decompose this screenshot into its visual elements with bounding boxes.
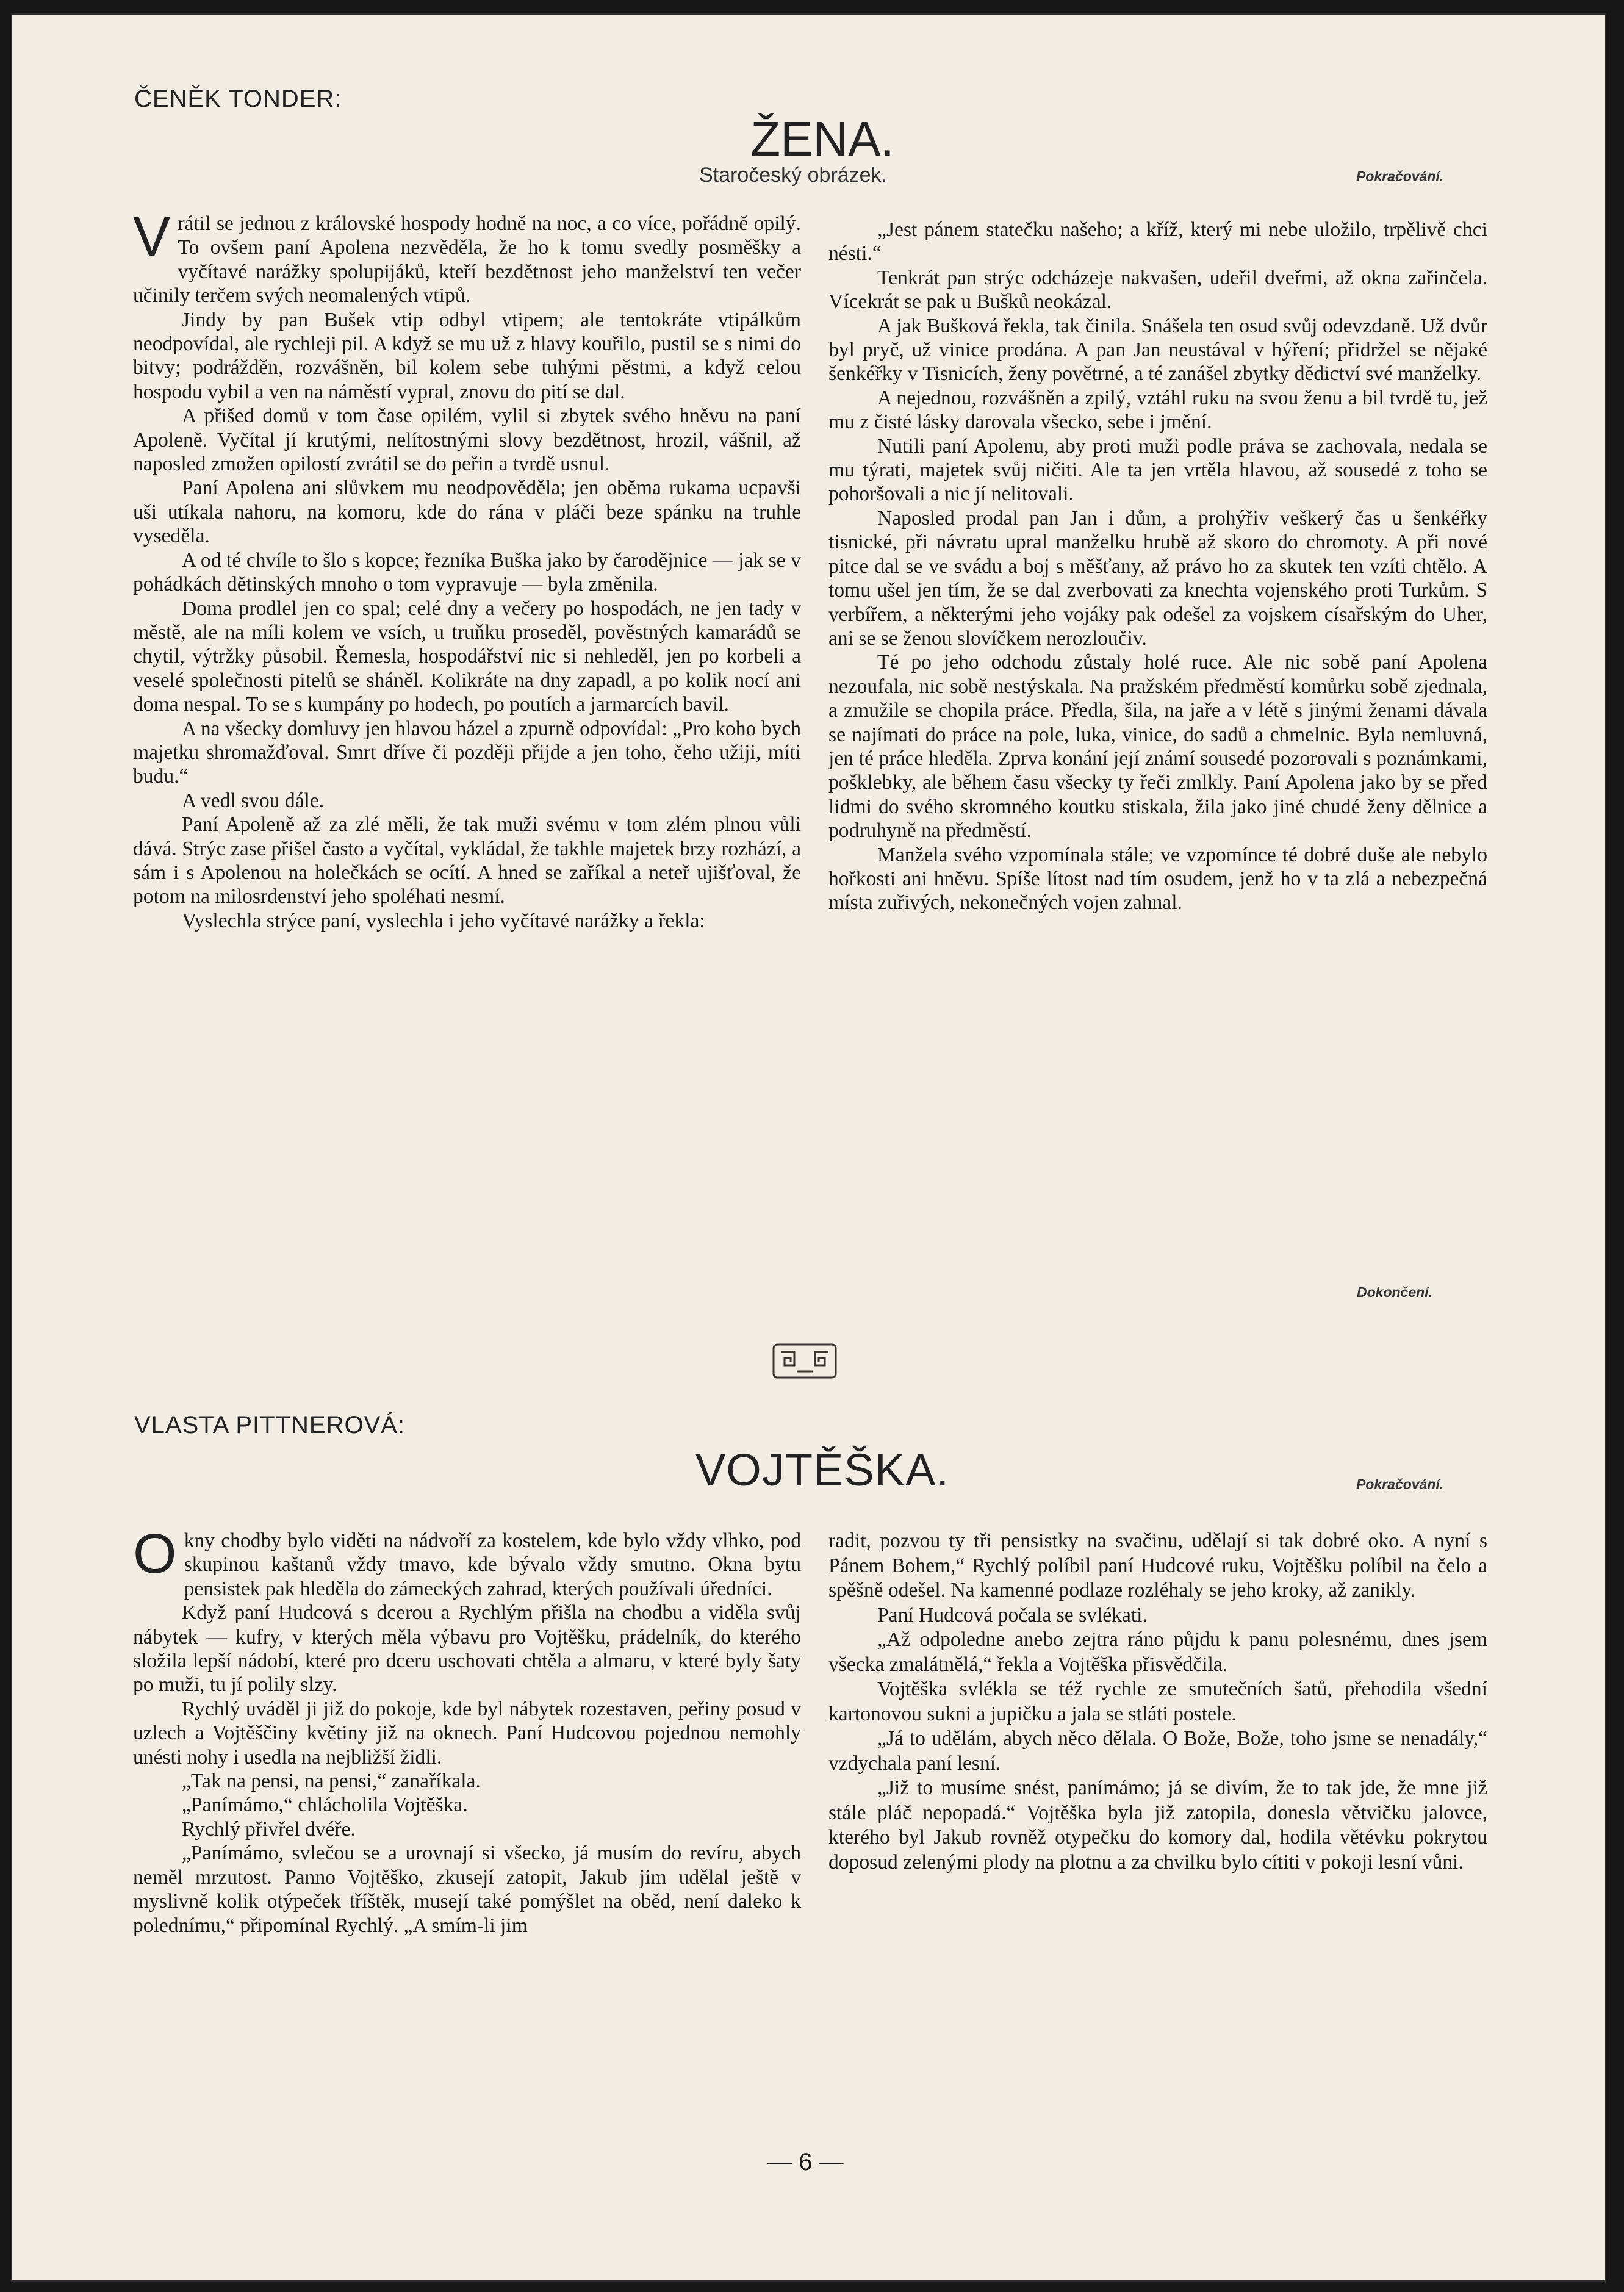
magazine-page: [11, 13, 1606, 2282]
paragraph: A přišed domů v tom čase opilém, vylil si zbytek svého hněvu na paní Apoleně. Vyčítal jí krutými, nelítostnými slovy bezdětnost, hrozil, vášnil, až naposled zmožen opilostí zvrátil se do peřin a tvrdě usnul.: [133, 404, 801, 476]
story1-concluded-note: Dokončení.: [1357, 1284, 1432, 1300]
paragraph: „Panímámo, svlečou se a urovnají si všecko, já musím do revíru, abych neměl mrzutost. Panno Vojtěško, zkusejí zatopit, Jakub jim udělal ještě v myslivně kolik otýpeček tříštěk, musejí také pomýšlet na oběd, není daleko k polednímu,“ připomínal Rychlý. „A smím-li jim: [133, 1842, 801, 1937]
paragraph: „Jest pánem statečku našeho; a kříž, který mi nebe uložilo, trpělivě chci nésti.“: [828, 218, 1487, 265]
drop-cap: O: [133, 1523, 177, 1585]
paragraph: Doma prodlel jen co spal; celé dny a večery po hospodách, ne jen tady v městě, ale na míli kolem ve vsích, u truňku proseděl, pověstných kamarádů se chytil, výtržky působil. Řemesla, hospodářství nic si nehleděl, jen po korbeli a veselé společnosti pitelů se sháněl. Kolikráte na dny zapadl, a po kolik nocí ani doma nespal. To se s kumpány po hodech, po poutích a jarmarcích bavil.: [133, 597, 801, 716]
paragraph: A od té chvíle to šlo s kopce; řezníka Buška jako by čarodějnice — jak se v pohádkách dětinských mnoho o tom vypravuje — byla změnila.: [133, 548, 801, 596]
story2-title: VOJTĚŠKA.: [695, 1445, 950, 1495]
paragraph: A vedl svou dále.: [182, 789, 325, 812]
paragraph: Té po jeho odchodu zůstaly holé ruce. Ale nic sobě paní Apolena nezoufala, nic sobě nestýskala. Na pražském předměstí komůrku sobě zjednala, a zmužile se chopila práce. Předla, šila, na jaře a v létě s jinými ženami dávala se najímati do práce na pole, luka, vinice, do sadů a chmelnic. Byla nemluvná, jen té práce hleděla. Zprva konání její známí sousedé pozorovali s poznámkami, pošklebky, ale během času všecky ty řeči zmlkly. Paní Apolena jako by se před lidmi do svého skromného koutku stiskala, žila jako jiné chudé ženy dělnice a podruhyně na předměstí.: [828, 651, 1487, 842]
paragraph: Naposled prodal pan Jan i dům, a prohýřiv veškerý čas u šenkéřky tisnické, při návratu upral manželku hrubě až skoro do chromoty. A při nové pitce dal se ve svádu a boj s měšťany, až právo ho za skutek ten vzíti chtělo. A tomu ušel jen tím, že se dal zverbovati za knechta vojenského proti Turkům. S verbířem, a některými jeho vojáky pak odešel za vojskem císařským do Uher, ani se se ženou slovíčkem nerozloučiv.: [828, 506, 1487, 650]
story1-left-column: [133, 206, 801, 933]
story1-subtitle: Staročeský obrázek.: [699, 163, 888, 187]
paragraph: A nejednou, rozvášněn a zpilý, vztáhl ruku na svou ženu a bil tvrdě tu, jež mu z čisté lásky darovala všecko, sebe i jmění.: [828, 386, 1487, 434]
story1-author: ČENĚK TONDER:: [134, 85, 342, 112]
paragraph: Rychlý přivřel dvéře.: [182, 1817, 356, 1841]
paragraph: Vrátil se jednou z královské hospody hodně na noc, a co více, pořádně opilý. To ovšem paní Apolena nezvěděla, že ho k tomu svedly posměšky a vyčítavé narážky spolupijáků, kteří bezdětnost jeho manželství ten večer učinily terčem svých neomalených vtipů.: [133, 206, 801, 307]
paragraph: A jak Bušková řekla, tak činila. Snášela ten osud svůj odevzdaně. Už dvůr byl pryč, už vinice prodána. A pan Jan neustával v hýření; přidržel se nějaké šenkéřky v Tisnicích, ženy povětrné, a té zanášel zbytky dědictví své manželky.: [828, 314, 1487, 386]
story1-title: ŽENA.: [750, 112, 894, 166]
paragraph: Rychlý uváděl ji již do pokoje, kde byl nábytek rozestaven, peřiny posud v uzlech a Vojtěščiny květiny již na oknech. Paní Hudcovou pojednou nemohly unésti nohy i usedla na nejbližší židli.: [133, 1697, 801, 1769]
paragraph: „Já to udělám, abych něco dělala. O Bože, Bože, toho jsme se nenadály,“ vzdychala paní lesní.: [828, 1727, 1487, 1775]
paragraph: Paní Hudcová počala se svlékati.: [877, 1603, 1148, 1626]
story2-author: VLASTA PITTNEROVÁ:: [134, 1412, 406, 1439]
page-number: — 6 —: [767, 2149, 844, 2175]
paragraph: Paní Apolena ani slůvkem mu neodpověděla; jen oběma rukama ucpavši uši utíkala nahoru, na komoru, kde do rána v pláči beze spánku na truhle vyseděla.: [133, 476, 801, 548]
paragraph: Nutili paní Apolenu, aby proti muži podle práva se zachovala, nedala se mu týrati, majetek svůj ničiti. Ale ta jen vrtěla hlavou, až sousedé z toho se pohoršovali a nic jí nelitovali.: [828, 434, 1487, 506]
paragraph: Okny chodby bylo viděti na nádvoří za kostelem, kde bylo vždy vlhko, pod skupinou kaštanů vždy tmavo, kde bývalo vždy smutno. Okna bytu pensistek pak hleděla do zámeckých zahrad, kterých používali úředníci.: [133, 1523, 801, 1600]
paragraph: Jindy by pan Bušek vtip odbyl vtipem; ale tentokráte vtipálkům neodpovídal, ale rychleji pil. A když se mu už z hlavy kouřilo, pustil se s nimi do bitvy; podrážděn, rozvášněn, bil kolem sebe tuhými pěstmi, a když celou hospodu vybil a ven na náměstí vypral, znovu do pití se dal.: [133, 308, 801, 403]
paragraph: „Již to musíme snést, panímámo; já se divím, že to tak jde, že mne již stále pláč nepopadá.“ Vojtěška byla již zatopila, donesla větvičku jalovce, kterého byl Jakub rovněž otypečku do komory dal, hodila větévku pokrytou doposud zelenými plody na plotnu a za chvilku bylo cítiti v pokoji lesní vůni.: [828, 1776, 1487, 1873]
paragraph: „Tak na pensi, na pensi,“ zanaříkala.: [182, 1770, 481, 1793]
story2-left-column: [133, 1523, 801, 1938]
paragraph: radit, pozvou ty tři pensistky na svačinu, udělají si tak dobré oko. A nyní s Pánem Bohem,“ Rychlý políbil paní Hudcové ruku, Vojtěšku políbil na čelo a spěšně odešel. Na kamenné podlaze rozléhaly se jeho kroky, až zanikly.: [828, 1529, 1487, 1601]
paragraph: Vojtěška svlékla se též rychle ze smutečních šatů, přehodila všední kartonovou sukni a jupičku a jala se stláti postele.: [828, 1678, 1487, 1725]
paragraph: Když paní Hudcová s dcerou a Rychlým přišla na chodbu a viděla svůj nábytek — kufry, v kterých měla výbavu pro Vojtěšku, prádelník, do kterého složila lepší nádobí, které pro dceru uschovati chtěla a almaru, v které byly šaty po muži, tu jí polily slzy.: [133, 1601, 801, 1697]
story2-right-column: [828, 1529, 1487, 1875]
story1-continued-note: Pokračování.: [1356, 168, 1444, 184]
paragraph: Vyslechla strýce paní, vyslechla i jeho vyčítavé narážky a řekla:: [182, 909, 705, 932]
story2-continued-note: Pokračování.: [1356, 1476, 1444, 1492]
paragraph: Manžela svého vzpomínala stále; ve vzpomínce té dobré duše ale nebylo hořkosti ani hněvu. Spíše lítost nad tím osudem, jenž ho v ta zlá a nebezpečná místa zuřivých, nekonečných vojen zahnal.: [828, 843, 1487, 914]
ornament-icon: [772, 1342, 837, 1380]
story1-right-column: [828, 218, 1487, 915]
paragraph: Paní Apoleně až za zlé měli, že tak muži svému v tom zlém plnou vůli dává. Strýc zase přišel často a vyčítal, vykládal, že takhle majetek brzy rozhází, a sám i s Apolenou na holečkách se ocítí. A hned se zaříkal a neteř ujišťoval, že potom na milosrdenství jeho spoléhati nesmí.: [133, 813, 801, 908]
paragraph: „Až odpoledne anebo zejtra ráno půjdu k panu polesnému, dnes jsem všecka zmalátnělá,“ řekla a Vojtěška přisvědčila.: [828, 1628, 1487, 1676]
drop-cap: V: [133, 206, 171, 268]
paragraph: Tenkrát pan strýc odcházeje nakvašen, udeřil dveřmi, až okna zařinčela. Vícekrát se pak u Bušků neokázal.: [828, 266, 1487, 314]
paragraph: „Panímámo,“ chlácholila Vojtěška.: [182, 1794, 468, 1817]
paragraph: A na všecky domluvy jen hlavou házel a zpurně odpovídal: „Pro koho bych majetku shromažďoval. Smrt dříve či později přijde a jen toho, čeho užiji, míti budu.“: [133, 717, 801, 788]
